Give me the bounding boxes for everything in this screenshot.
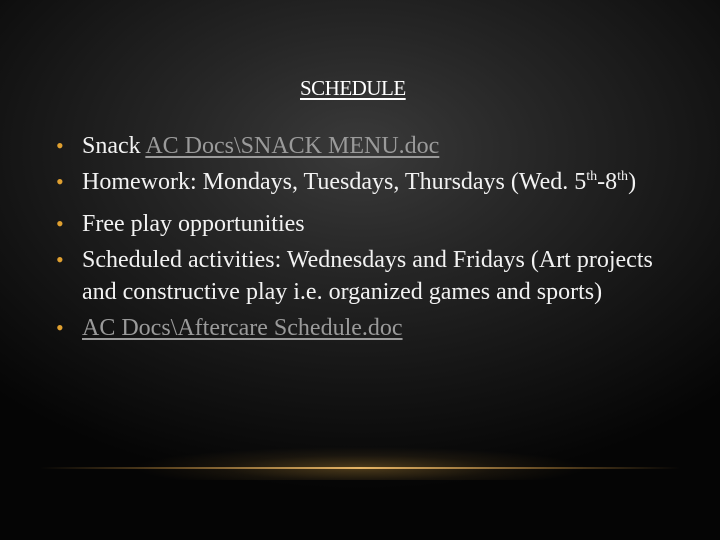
snack-label: Snack: [82, 133, 146, 159]
bullet-list: [56, 130, 676, 348]
footer-accent-line: [40, 467, 680, 469]
homework-date-end-suffix: th: [617, 169, 629, 184]
bullet-item-free-play: [56, 208, 676, 240]
bullet-item-homework: [56, 166, 676, 198]
homework-date-end: 8: [605, 169, 618, 195]
homework-close-paren: ): [628, 169, 637, 195]
homework-date-start: 5: [574, 169, 587, 195]
free-play-text: Free play opportunities: [82, 211, 305, 237]
aftercare-schedule-link[interactable]: AC Docs\Aftercare Schedule.doc: [82, 315, 403, 341]
scheduled-activities-text: Scheduled activities: Wednesdays and Fridays (Art projects and constructive play i.e. organized games and sports): [82, 247, 653, 305]
slide-title: SCHEDULE: [300, 76, 406, 100]
homework-text: Homework: Mondays, Tuesdays, Thursdays (Wed.: [82, 169, 575, 195]
footer-glow: [60, 420, 660, 480]
bullet-item-scheduled-activities: [56, 244, 676, 308]
snack-menu-link[interactable]: AC Docs\SNACK MENU.doc: [145, 133, 440, 159]
bullet-item-aftercare: [56, 312, 676, 344]
bullet-dot-icon: •: [56, 169, 64, 194]
bullet-dot-icon: •: [56, 247, 64, 272]
homework-date-start-suffix: th: [586, 169, 598, 184]
bullet-dot-icon: •: [56, 315, 64, 340]
bullet-item-snack: [56, 130, 676, 162]
bullet-dot-icon: •: [56, 133, 64, 158]
homework-date-separator: -: [597, 169, 606, 195]
bullet-dot-icon: •: [56, 211, 64, 236]
